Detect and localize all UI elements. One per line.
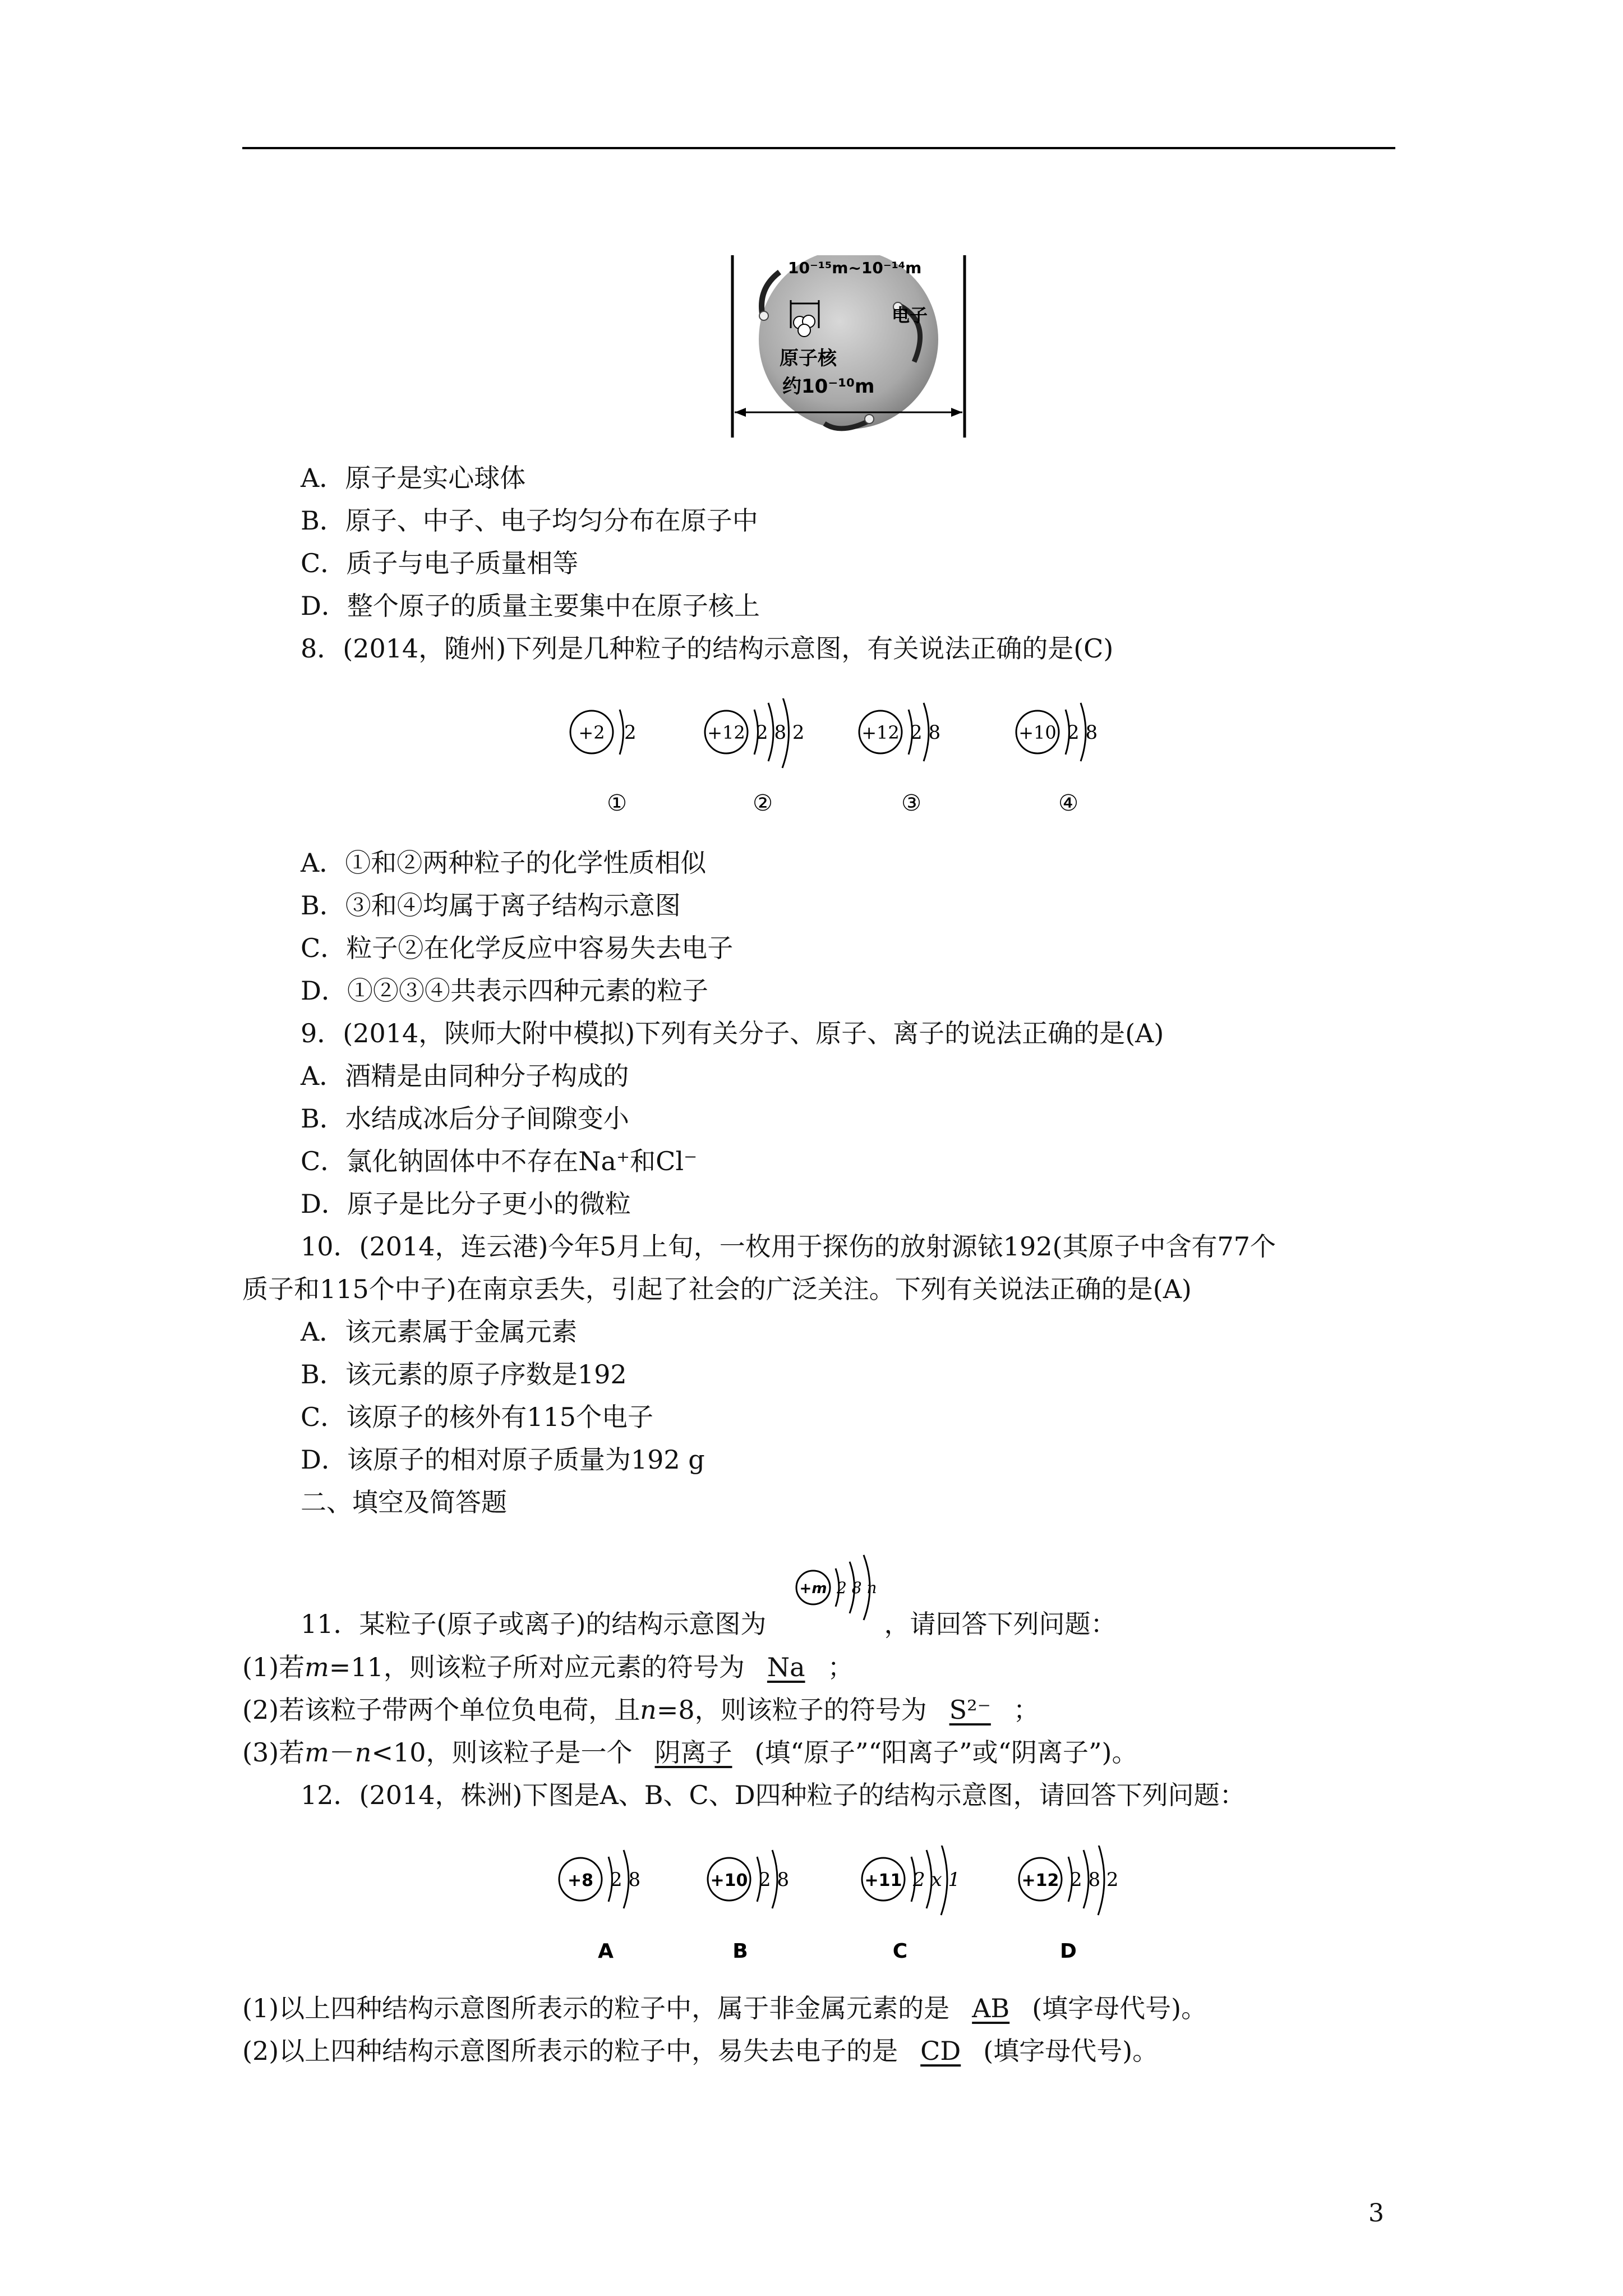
q10-stem-line1: 10．(2014，连云港)今年5月上旬，一枚用于探伤的放射源铱192(其原子中含有77个	[301, 1231, 1276, 1262]
shell-electrons: 2 8	[910, 721, 941, 744]
q11-stem	[301, 1607, 1116, 1641]
diagram-label: ②	[753, 790, 773, 816]
nucleus-charge: +2	[578, 722, 605, 743]
q8-diagram-1	[570, 710, 637, 816]
q12-diagram-d	[1019, 1846, 1119, 1963]
nucleus-charge: +12	[861, 722, 900, 743]
shell-electrons: 2 8 2	[756, 721, 805, 744]
q7-option-b: B．原子、中子、电子均匀分布在原子中	[301, 505, 758, 536]
q11-part3: (3)若m－n<10，则该粒子是一个 阴离子 (填“原子”“阳离子”或“阴离子”)。	[242, 1736, 1138, 1769]
diagram-label: B	[732, 1940, 748, 1963]
q9-option-d: D．原子是比分子更小的微粒	[301, 1189, 631, 1219]
atom-scale-label: 10⁻¹⁵m~10⁻¹⁴m	[788, 259, 922, 277]
q7-option-d: D．整个原子的质量主要集中在原子核上	[301, 591, 760, 621]
shell-arc	[620, 710, 624, 754]
q8-option-c: C．粒子②在化学反应中容易失去电子	[301, 933, 734, 963]
shell-electrons: 2 x 1	[913, 1869, 961, 1891]
nucleus-charge: +10	[1018, 722, 1057, 743]
q12-answer-1: AB	[972, 1993, 1010, 2023]
q12-diagram-a	[559, 1850, 640, 1963]
q9-stem: 9．(2014，陕师大附中模拟)下列有关分子、原子、离子的说法正确的是(A)	[301, 1018, 1164, 1048]
q12-part2: (2)以上四种结构示意图所表示的粒子中，易失去电子的是 CD (填字母代号)。	[242, 2034, 1158, 2068]
nucleus-charge: +10	[710, 1871, 748, 1890]
q12-answer-2: CD	[920, 2036, 961, 2066]
section-heading: 二、填空及简答题	[301, 1487, 507, 1517]
q8-stem: 8．(2014，随州)下列是几种粒子的结构示意图，有关说法正确的是(C)	[301, 633, 1114, 664]
diagram-label: ③	[901, 790, 921, 816]
nucleus-charge: +12	[707, 722, 745, 743]
diagram-label: A	[598, 1940, 614, 1963]
electron-label: 电子	[892, 305, 928, 326]
nucleus-label: 原子核	[780, 347, 837, 370]
q8-option-b: B．③和④均属于离子结构示意图	[301, 890, 681, 921]
shell-electrons: 2 8 n	[837, 1579, 877, 1597]
q7-option-a: A．原子是实心球体	[301, 463, 526, 493]
q10-option-a: A．该元素属于金属元素	[301, 1317, 578, 1347]
q8-diagram-4	[1016, 703, 1098, 816]
q8-diagram-2	[705, 698, 805, 816]
q8-option-d: D．①②③④共表示四种元素的粒子	[301, 976, 708, 1006]
atom-size-label: 约10⁻¹⁰m	[782, 375, 875, 398]
q7-option-c: C．质子与电子质量相等	[301, 548, 579, 578]
nucleus-charge: +8	[567, 1871, 594, 1890]
shell-electrons: 2 8	[759, 1869, 790, 1891]
q10-option-c: C．该原子的核外有115个电子	[301, 1402, 653, 1432]
shell-electrons: 2 8 2	[1070, 1869, 1119, 1891]
q8-diagram-3	[859, 703, 940, 816]
q9-option-a: A．酒精是由同种分子构成的	[301, 1061, 629, 1091]
q11-stem-before: 11．某粒子(原子或离子)的结构示意图为	[301, 1609, 767, 1639]
atom-structure-figure	[729, 255, 970, 440]
diagram-label: ①	[607, 790, 627, 816]
q12-diagram-c	[862, 1846, 960, 1963]
q9-option-b: B．水结成冰后分子间隙变小	[301, 1103, 629, 1134]
q11-answer-2: S²⁻	[949, 1695, 991, 1725]
q9-option-c: C．氯化钠固体中不存在Na⁺和Cl⁻	[301, 1146, 698, 1176]
shell-electrons: 2 8	[1067, 721, 1098, 744]
q10-stem-line2: 质子和115个中子)在南京丢失，引起了社会的广泛关注。下列有关说法正确的是(A)	[242, 1274, 1192, 1304]
q11-diagram	[791, 1548, 909, 1632]
q10-option-d: D．该原子的相对原子质量为192 g	[301, 1444, 705, 1475]
electron	[759, 311, 768, 320]
q12-stem: 12．(2014，株洲)下图是A、B、C、D四种粒子的结构示意图，请回答下列问题：	[301, 1780, 1246, 1810]
header-rule	[242, 147, 1395, 149]
q10-option-b: B．该元素的原子序数是192	[301, 1359, 627, 1389]
nucleus-charge: +m	[799, 1580, 827, 1597]
q12-diagram-b	[708, 1850, 789, 1963]
shell-electrons: 2 8	[610, 1869, 641, 1891]
q11-answer-1: Na	[767, 1652, 805, 1682]
q12-part1: (1)以上四种结构示意图所表示的粒子中，属于非金属元素的是 AB (填字母代号)。	[242, 1991, 1207, 2025]
diagram-label: D	[1060, 1940, 1077, 1963]
q12-diagrams	[550, 1846, 1161, 1969]
diagram-label: C	[892, 1940, 908, 1963]
q8-option-a: A．①和②两种粒子的化学性质相似	[301, 848, 707, 878]
nucleus-charge: +11	[864, 1871, 902, 1890]
q8-diagrams	[561, 698, 1144, 830]
q11-part2: (2)若该粒子带两个单位负电荷，且n=8，则该粒子的符号为 S²⁻ ；	[242, 1693, 1039, 1727]
q11-part1: (1)若m=11，则该粒子所对应元素的符号为 Na ；	[242, 1650, 854, 1684]
page-number: 3	[1368, 2199, 1384, 2228]
q11-answer-3: 阴离子	[654, 1737, 732, 1768]
atom-sphere	[759, 255, 938, 429]
shell-electrons: 2	[624, 721, 637, 744]
q11-stem-after: ，请回答下列问题：	[884, 1609, 1117, 1639]
diagram-label: ④	[1058, 790, 1078, 816]
nucleus-charge: +12	[1021, 1871, 1059, 1890]
